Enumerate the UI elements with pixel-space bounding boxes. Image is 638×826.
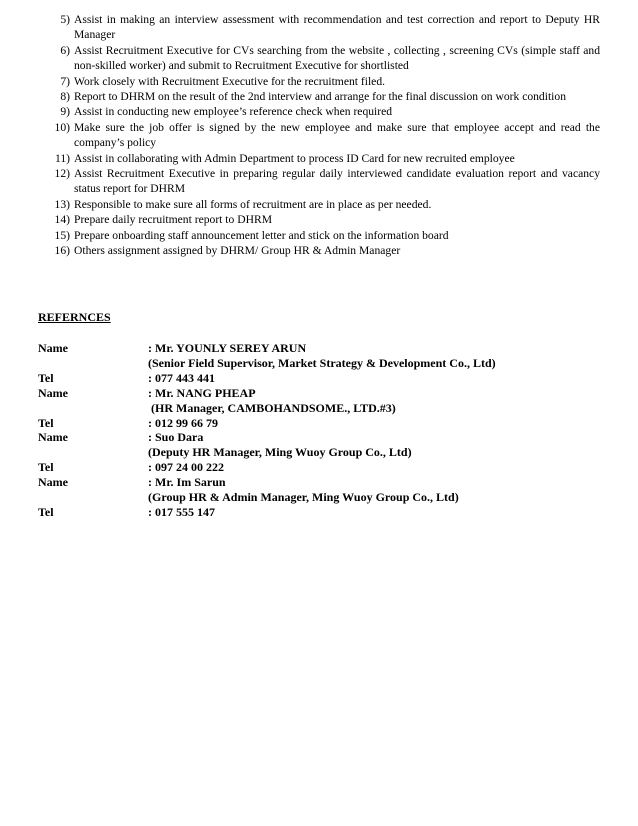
reference-value: : 017 555 147 [148, 504, 215, 519]
reference-row [38, 416, 608, 431]
reference-value: : 077 443 441 [148, 370, 215, 385]
list-item [38, 212, 600, 227]
list-item [38, 120, 600, 151]
reference-label: Tel [38, 415, 54, 430]
list-item [38, 166, 600, 197]
reference-row [38, 371, 608, 386]
item-number: 9) [60, 105, 70, 119]
reference-label: Name [38, 475, 68, 490]
item-number: 8) [60, 90, 70, 104]
reference-row [38, 445, 608, 460]
references-heading: REFERNCES [38, 310, 111, 324]
reference-value: : Suo Dara [148, 430, 204, 445]
list-item [38, 74, 600, 89]
list-item [38, 151, 600, 166]
reference-label: Tel [38, 460, 54, 475]
list-item [38, 197, 600, 212]
item-number: 11) [54, 151, 70, 165]
reference-value: : 097 24 00 222 [148, 460, 224, 475]
item-number: 10) [54, 120, 70, 134]
reference-label [38, 356, 148, 371]
item-number: 13) [54, 197, 70, 211]
item-text: Prepare daily recruitment report to DHRM [74, 213, 272, 227]
item-text: Assist Recruitment Executive in preparing regular daily interviewed candidate evaluation report and vacancy status report for DHRM [74, 167, 600, 196]
reference-label: Tel [38, 504, 54, 519]
item-number: 6) [60, 43, 70, 57]
reference-row [38, 460, 608, 475]
reference-label [38, 490, 148, 505]
item-number: 16) [54, 244, 70, 258]
reference-label: Name [38, 385, 68, 400]
item-text: Prepare onboarding staff announcement letter and stick on the information board [74, 228, 449, 242]
item-text: Others assignment assigned by DHRM/ Group HR & Admin Manager [74, 244, 401, 258]
list-item [38, 12, 600, 43]
item-text: Assist in conducting new employee’s reference check when required [74, 105, 393, 119]
reference-label: Name [38, 430, 68, 445]
references-list [38, 341, 608, 520]
reference-label: Name [38, 341, 68, 355]
reference-row [38, 356, 608, 371]
reference-label: Tel [38, 370, 54, 385]
item-text: Assist in collaborating with Admin Department to process ID Card for new recruited employee [74, 151, 515, 165]
list-item [38, 104, 600, 119]
list-item [38, 228, 600, 243]
item-number: 14) [54, 213, 70, 227]
item-text: Assist Recruitment Executive for CVs searching from the website , collecting , screening CVs (simple staff and non-skilled worker) and submit to Recruitment Executive for shortlisted [74, 43, 600, 73]
list-item [38, 43, 600, 74]
reference-value: : Mr. YOUNLY SEREY ARUN [148, 341, 307, 355]
item-number: 5) [60, 13, 70, 26]
reference-value: (Senior Field Supervisor, Market Strategy & Development Co., Ltd) [148, 355, 496, 370]
reference-row [38, 430, 608, 445]
item-text: Work closely with Recruitment Executive for the recruitment filed. [74, 74, 386, 88]
reference-label [38, 401, 148, 416]
item-number: 15) [54, 228, 70, 242]
reference-row [38, 490, 608, 505]
list-item [38, 89, 600, 104]
reference-value: : Mr. Im Sarun [148, 475, 226, 490]
reference-value: (Deputy HR Manager, Ming Wuoy Group Co., Ltd) [148, 445, 412, 460]
reference-value: (Group HR & Admin Manager, Ming Wuoy Group Co., Ltd) [148, 490, 459, 505]
reference-row [38, 341, 608, 356]
reference-value: (HR Manager, CAMBOHANDSOME., LTD.#3) [148, 400, 396, 415]
item-text: Responsible to make sure all forms of recruitment are in place as per needed. [74, 197, 432, 211]
item-number: 7) [60, 74, 70, 88]
reference-label [38, 445, 148, 460]
item-number: 12) [54, 167, 70, 181]
reference-value: : Mr. NANG PHEAP [148, 385, 256, 400]
reference-value: : 012 99 66 79 [148, 415, 218, 430]
item-text: Assist in making an interview assessment with recommendation and test correction and report to Deputy HR Manager [74, 13, 600, 42]
reference-row [38, 475, 608, 490]
list-item [38, 243, 600, 258]
reference-row [38, 386, 608, 401]
item-text: Make sure the job offer is signed by the new employee and make sure that employee accept and read the company’s policy [74, 120, 600, 150]
reference-row [38, 401, 608, 416]
item-text: Report to DHRM on the result of the 2nd interview and arrange for the final discussion on work condition [74, 90, 566, 104]
reference-row [38, 505, 608, 520]
duties-list [38, 12, 600, 259]
